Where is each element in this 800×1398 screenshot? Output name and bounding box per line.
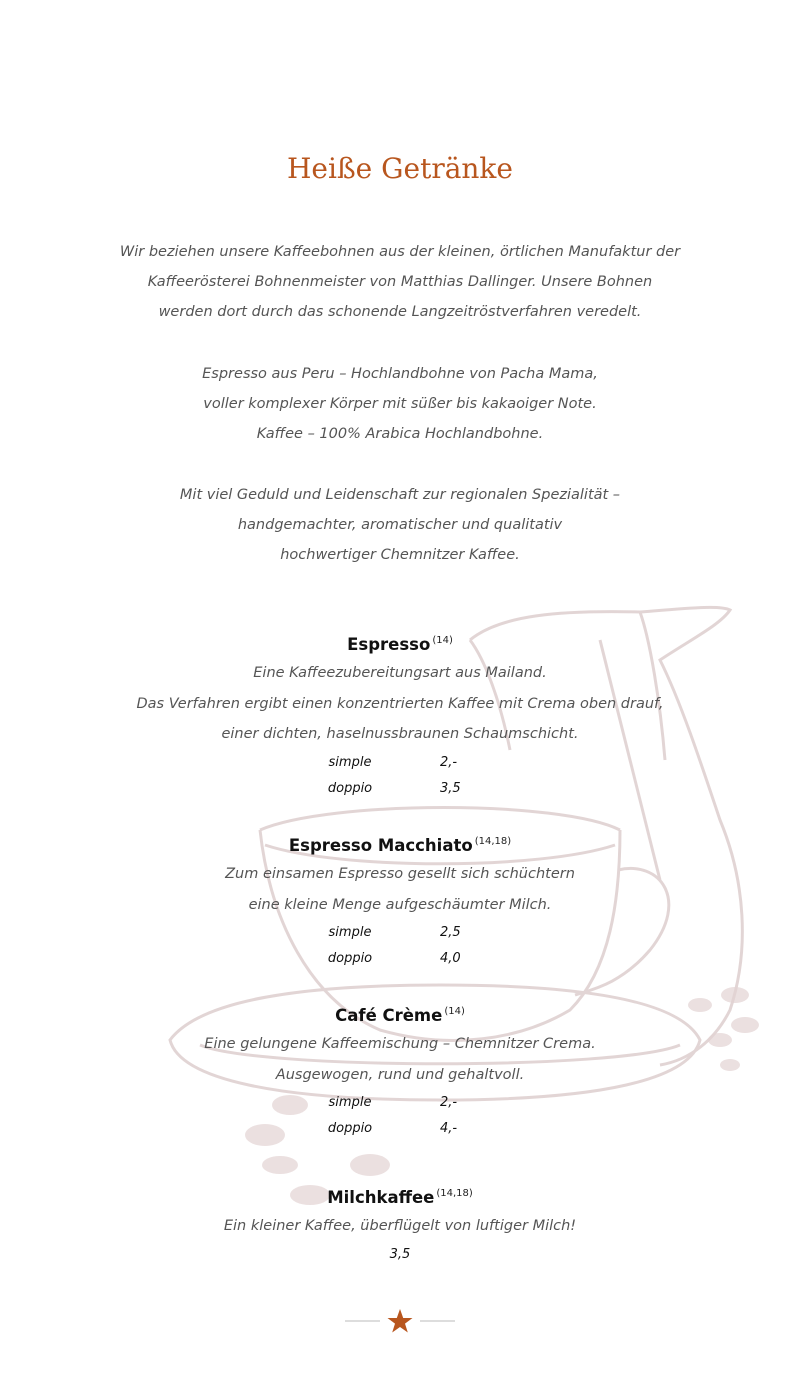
item-description: Ein kleiner Kaffee, überflügelt von luftiger Milch!	[223, 1218, 577, 1234]
item-name: Milchkaffee	[327, 1188, 435, 1207]
size-label: doppio	[327, 951, 373, 966]
star-icon	[340, 1306, 460, 1336]
price-value: 2,-	[440, 1095, 458, 1110]
size-label: doppio	[327, 1121, 373, 1136]
price-row	[0, 1116, 800, 1142]
allergen-codes: (14)	[444, 1006, 465, 1017]
item-description: Eine Kaffeezubereitungsart aus Mailand.	[253, 665, 547, 681]
item-title	[0, 628, 800, 658]
menu-item-espresso-macchiato	[0, 829, 800, 972]
item-name: Espresso	[347, 635, 431, 654]
size-label: simple	[328, 1095, 372, 1110]
intro-line: Espresso aus Peru – Hochlandbohne von Pacha Mama,	[202, 366, 598, 382]
item-description: Eine gelungene Kaffeemischung – Chemnitzer Crema.	[204, 1036, 596, 1052]
intro-text	[0, 237, 800, 327]
item-title	[0, 999, 800, 1029]
allergen-codes: (14,18)	[436, 1188, 473, 1199]
intro-line: werden dort durch das schonende Langzeitröstverfahren veredelt.	[158, 304, 642, 320]
intro-text	[0, 480, 800, 570]
price-value: 3,5	[389, 1246, 411, 1262]
intro-text	[0, 359, 800, 449]
intro-line: handgemachter, aromatischer und qualitativ	[237, 517, 563, 533]
item-description: eine kleine Menge aufgeschäumter Milch.	[248, 896, 552, 913]
menu-item-cafe-creme	[0, 999, 800, 1142]
item-title	[0, 829, 800, 859]
price-row	[0, 776, 800, 802]
price-value: 4,0	[440, 951, 461, 966]
intro-line: Kaffee – 100% Arabica Hochlandbohne.	[256, 426, 544, 442]
item-description: Ausgewogen, rund und gehaltvoll.	[275, 1066, 525, 1083]
item-description: Das Verfahren ergibt einen konzentrierten Kaffee mit Crema oben drauf,	[136, 695, 664, 712]
intro-line: hochwertiger Chemnitzer Kaffee.	[280, 547, 520, 563]
intro-line: Kaffeerösterei Bohnenmeister von Matthias Dallinger. Unsere Bohnen	[147, 274, 653, 290]
intro-line: voller komplexer Körper mit süßer bis kakaoiger Note.	[203, 396, 597, 412]
page-title: Heiße Getränke	[287, 152, 513, 185]
price-value: 2,5	[440, 925, 461, 940]
allergen-codes: (14,18)	[474, 836, 512, 847]
item-title	[0, 1181, 800, 1211]
item-description: einer dichten, haselnussbraunen Schaumschicht.	[221, 726, 579, 742]
intro-line: Mit viel Geduld und Leidenschaft zur regionalen Spezialität –	[179, 487, 621, 503]
price-value: 3,5	[440, 780, 461, 796]
intro-line: Wir beziehen unsere Kaffeebohnen aus der kleinen, örtlichen Manufaktur der	[119, 244, 681, 260]
size-label: simple	[328, 925, 372, 940]
item-name: Café Crème	[335, 1006, 443, 1025]
price-row	[0, 946, 800, 972]
price-row	[0, 750, 800, 776]
menu-item-milchkaffee	[0, 1181, 800, 1268]
price-value: 2,-	[440, 754, 458, 770]
menu-item-espresso	[0, 628, 800, 802]
price-row	[0, 1090, 800, 1116]
item-description: Zum einsamen Espresso gesellt sich schüchtern	[225, 866, 575, 882]
size-label: doppio	[327, 780, 373, 796]
item-name: Espresso Macchiato	[288, 836, 473, 855]
price-value: 4,-	[440, 1121, 458, 1136]
size-label: simple	[328, 754, 372, 770]
allergen-codes: (14)	[432, 635, 453, 646]
price-row	[0, 920, 800, 946]
